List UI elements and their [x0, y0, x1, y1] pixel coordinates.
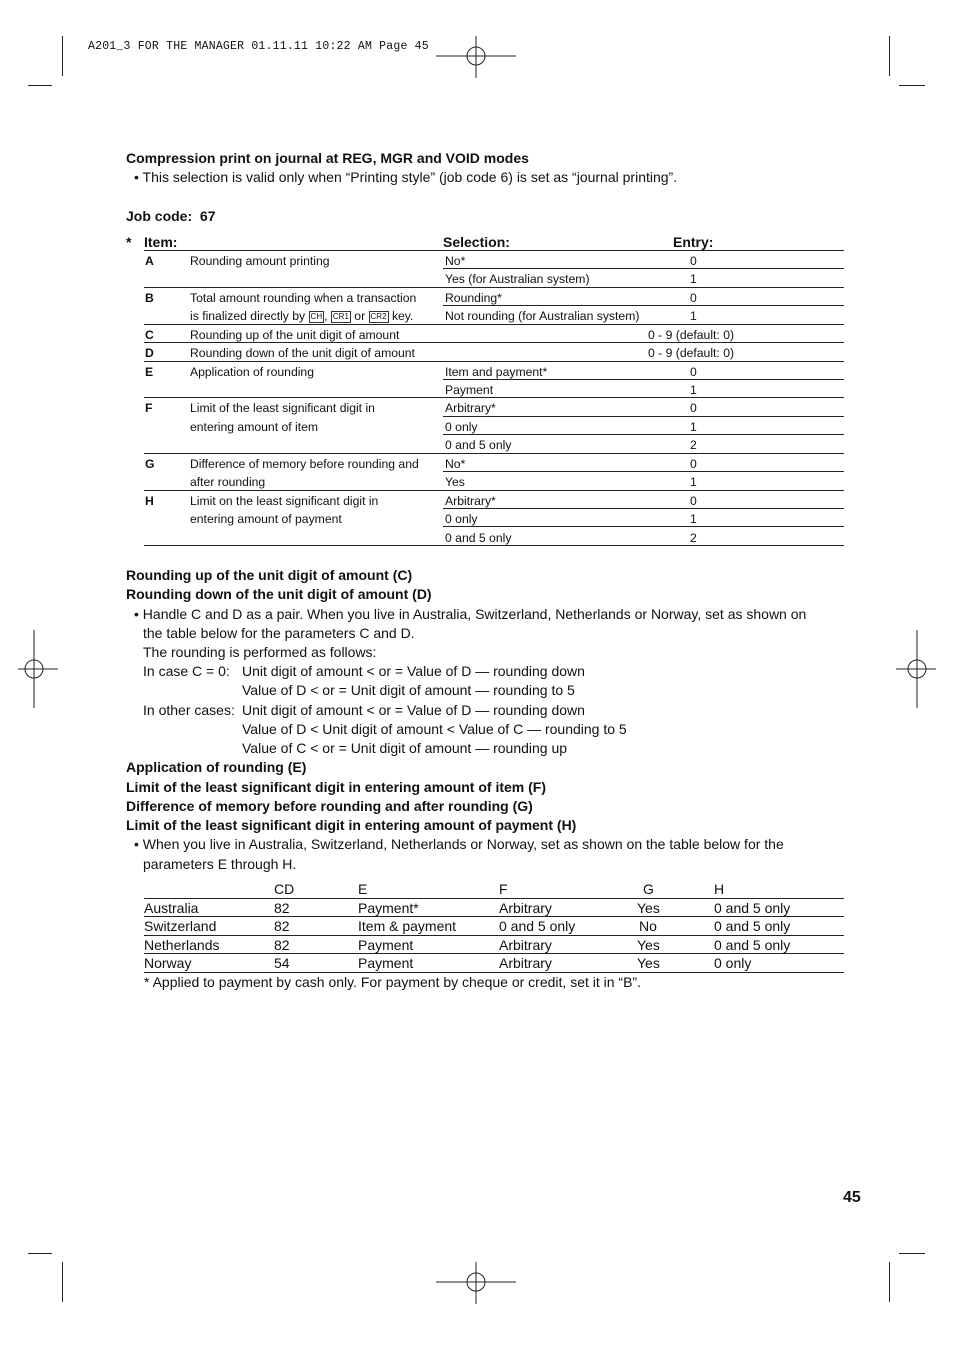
section1-title: Compression print on journal at REG, MGR and VOID modes — [126, 150, 529, 166]
row-description-line2: entering amount of payment — [190, 512, 342, 526]
section3-title-f: Limit of the least significant digit in entering amount of item (F) — [126, 779, 546, 795]
row-entry: 0 — [690, 291, 697, 305]
section3-title-g: Difference of memory before rounding and after rounding (G) — [126, 798, 533, 814]
row-entry: 1 — [690, 475, 697, 489]
cell-e: Payment* — [358, 900, 419, 916]
row-selection: No* — [445, 457, 466, 471]
row-selection: 0 and 5 only — [445, 438, 512, 452]
row-entry: 0 — [690, 365, 697, 379]
cell-cd: 82 — [274, 937, 290, 953]
section1-bullet: • This selection is valid only when “Printing style” (job code 6) is set as “journal printing”. — [134, 169, 678, 185]
cell-country: Netherlands — [144, 937, 220, 953]
row-selection: Yes — [445, 475, 465, 489]
row-selection: Yes (for Australian system) — [445, 272, 590, 286]
row-description: Total amount rounding when a transaction — [190, 291, 417, 305]
row-description: Rounding down of the unit digit of amount — [190, 346, 415, 360]
page-number: 45 — [843, 1189, 861, 1206]
other-cases-rule-b: Value of D < Unit digit of amount < Value of C — rounding to 5 — [242, 721, 627, 737]
header-f: F — [499, 881, 508, 897]
section3-title-h: Limit of the least significant digit in entering amount of payment (H) — [126, 817, 577, 833]
row-range: 0 - 9 (default: 0) — [648, 328, 735, 342]
row-letter: B — [145, 291, 154, 305]
row-description-line2: after rounding — [190, 475, 266, 489]
row-selection: Item and payment* — [445, 365, 548, 379]
registration-mark-top — [436, 36, 516, 78]
cell-cd: 82 — [274, 900, 290, 916]
cell-e: Payment — [358, 955, 414, 971]
section2-title-c: Rounding up of the unit digit of amount (C) — [126, 567, 413, 583]
row-description: Rounding up of the unit digit of amount — [190, 328, 400, 342]
section3-bullet-line1: • When you live in Australia, Switzerland, Netherlands or Norway, set as shown on the table below for the — [134, 836, 784, 852]
section3-bullet-line2: parameters E through H. — [143, 856, 297, 872]
row-letter: A — [145, 254, 154, 268]
case-zero-label: In case C = 0: — [143, 663, 230, 679]
cell-e: Payment — [358, 937, 414, 953]
cell-g: Yes — [637, 900, 660, 916]
row-entry: 1 — [690, 309, 697, 323]
header-asterisk: * — [126, 234, 132, 250]
row-letter: D — [145, 346, 154, 360]
cell-g: No — [639, 918, 657, 934]
ch-key-icon: CH — [310, 312, 323, 321]
table-footnote: * Applied to payment by cash only. For payment by cheque or credit, set it in “B”. — [144, 974, 641, 990]
cell-e: Item & payment — [358, 918, 457, 934]
row-selection: Not rounding (for Australian system) — [445, 309, 640, 323]
header-selection: Selection: — [443, 234, 510, 250]
row-entry: 2 — [690, 531, 697, 545]
cell-country: Australia — [144, 900, 199, 916]
row-description-line2: is finalized directly by CH , CR1 or CR2 key. — [190, 309, 414, 323]
row-selection: No* — [445, 254, 466, 268]
row-selection: Payment — [445, 383, 494, 397]
cell-g: Yes — [637, 937, 660, 953]
header-entry: Entry: — [673, 234, 714, 250]
case-zero-rule-a: Unit digit of amount < or = Value of D — rounding down — [242, 663, 585, 679]
registration-mark-bottom — [436, 1262, 516, 1304]
row-letter: H — [145, 494, 154, 508]
row-letter: C — [145, 328, 154, 342]
row-entry: 0 — [690, 457, 697, 471]
row-description: Limit of the least significant digit in — [190, 401, 375, 415]
cell-f: 0 and 5 only — [499, 918, 576, 934]
header-slug: A201_3 FOR THE MANAGER 01.11.11 10:22 AM Page 45 — [88, 40, 429, 53]
header-cd: CD — [274, 881, 295, 897]
header-g: G — [643, 881, 654, 897]
row-description: Limit on the least significant digit in — [190, 494, 379, 508]
header-e: E — [358, 881, 368, 897]
cr1-key-icon: CR1 — [332, 312, 349, 321]
row-letter: G — [145, 457, 155, 471]
job-code-label: Job code: — [126, 208, 193, 224]
section2-bullet-line2: the table below for the parameters C and D. — [143, 625, 415, 641]
row-entry: 1 — [690, 420, 697, 434]
row-entry: 2 — [690, 438, 697, 452]
cell-h: 0 and 5 only — [714, 900, 791, 916]
row-range: 0 - 9 (default: 0) — [648, 346, 735, 360]
row-selection: 0 and 5 only — [445, 531, 512, 545]
cell-cd: 82 — [274, 918, 290, 934]
row-entry: 0 — [690, 401, 697, 415]
row-entry: 1 — [690, 512, 697, 526]
cell-h: 0 and 5 only — [714, 918, 791, 934]
row-selection: Rounding* — [445, 291, 502, 305]
other-cases-label: In other cases: — [143, 702, 235, 718]
row-selection: Arbitrary* — [445, 494, 496, 508]
job-code-value: 67 — [199, 208, 216, 224]
row-entry: 1 — [690, 383, 697, 397]
case-zero-rule-b: Value of D < or = Unit digit of amount — rounding to 5 — [242, 682, 575, 698]
cell-h: 0 and 5 only — [714, 937, 791, 953]
cell-h: 0 only — [714, 955, 752, 971]
row-selection: 0 only — [445, 420, 478, 434]
cell-cd: 54 — [274, 955, 290, 971]
row-selection: Arbitrary* — [445, 401, 496, 415]
cell-f: Arbitrary — [499, 937, 552, 953]
registration-mark-left — [18, 630, 58, 708]
cell-f: Arbitrary — [499, 955, 552, 971]
section2-rounding-intro: The rounding is performed as follows: — [143, 644, 377, 660]
cr2-key-icon: CR2 — [370, 312, 387, 321]
section2-bullet-line1: • Handle C and D as a pair. When you live in Australia, Switzerland, Netherlands or Norway, set as shown on — [134, 606, 807, 622]
cell-f: Arbitrary — [499, 900, 552, 916]
row-description: Application of rounding — [190, 365, 314, 379]
cell-country: Switzerland — [144, 918, 217, 934]
row-description: Difference of memory before rounding and — [190, 457, 419, 471]
section3-title-e: Application of rounding (E) — [126, 759, 307, 775]
job-code — [126, 208, 215, 224]
row-description: Rounding amount printing — [190, 254, 330, 268]
row-selection: 0 only — [445, 512, 478, 526]
row-letter: E — [145, 365, 154, 379]
row-letter: F — [145, 401, 153, 415]
other-cases-rule-a: Unit digit of amount < or = Value of D — rounding down — [242, 702, 585, 718]
row-entry: 0 — [690, 494, 697, 508]
row-entry: 0 — [690, 254, 697, 268]
section2-title-d: Rounding down of the unit digit of amount (D) — [126, 586, 432, 602]
cell-country: Norway — [144, 955, 192, 971]
cell-g: Yes — [637, 955, 660, 971]
row-entry: 1 — [690, 272, 697, 286]
header-h: H — [714, 881, 725, 897]
registration-mark-right — [896, 630, 936, 708]
row-description-line2: entering amount of item — [190, 420, 319, 434]
other-cases-rule-c: Value of C < or = Unit digit of amount — rounding up — [242, 740, 568, 756]
header-item: Item: — [144, 234, 178, 250]
